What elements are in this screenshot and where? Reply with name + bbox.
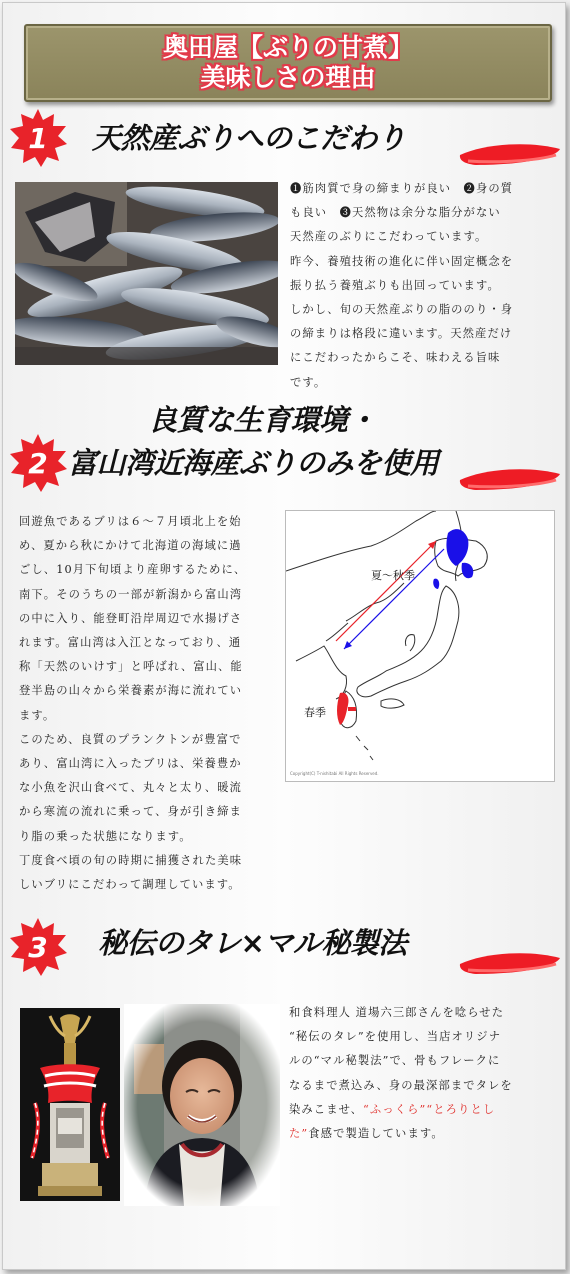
text-line: 登半島の山々から栄養素が海に流れてい bbox=[19, 684, 243, 698]
text-line: ごし、10月下旬頃より産卵するために、 bbox=[19, 563, 247, 577]
red-brush-stroke bbox=[456, 135, 562, 171]
section-1-text bbox=[290, 177, 555, 395]
text-line bbox=[289, 1122, 555, 1146]
section-3-title: 秘伝のタレ×マル秘製法 bbox=[98, 926, 407, 960]
trophy-photo bbox=[20, 1008, 120, 1201]
text-line: な小魚を沢山食べて、丸々と太り、暖流 bbox=[19, 781, 242, 795]
text-line: も良い ❸天然物は余分な脂分がない bbox=[290, 206, 501, 220]
text-line: しかし、旬の天然産ぶりの脂ののり・身 bbox=[290, 303, 514, 317]
section-2-text bbox=[19, 510, 287, 897]
text-line: あり、富山湾に入ったブリは、栄養豊か bbox=[19, 757, 242, 771]
text-line: 丁度食べ頃の旬の時期に捕獲された美味 bbox=[19, 853, 243, 867]
red-brush-stroke bbox=[456, 944, 562, 980]
section-2-badge bbox=[8, 433, 68, 493]
map-label-summer-autumn: 夏～秋季 bbox=[371, 569, 415, 582]
text-line: の締まりは格段に違います。天然産だけ bbox=[290, 327, 513, 341]
section-3-text bbox=[289, 1001, 555, 1146]
red-brush-stroke bbox=[456, 460, 562, 496]
section-3-number: 3 bbox=[28, 930, 48, 964]
highlighted-text: た” bbox=[289, 1127, 309, 1141]
text-line: め、夏から秋にかけて北海道の海域に過 bbox=[19, 539, 242, 553]
text-line: れます。富山湾は入江となっており、通 bbox=[19, 636, 242, 650]
text-line: です。 bbox=[290, 375, 327, 389]
text-line: このため、良質のプランクトンが豊富で bbox=[19, 732, 242, 746]
text-segment: 食感で製造しています。 bbox=[308, 1127, 444, 1141]
text-line: しいブリにこだわって調理しています。 bbox=[19, 878, 241, 892]
text-line: ます。 bbox=[19, 708, 56, 722]
section-1-badge bbox=[8, 108, 68, 168]
banner-title: 奥田屋【ぶりの甘煮】 bbox=[162, 33, 413, 62]
map-copyright: Copyright(C) T-nishitabi All Rights Reserved. bbox=[290, 771, 379, 776]
section-1-title: 天然産ぶりへのこだわり bbox=[92, 121, 406, 155]
migration-map bbox=[285, 510, 555, 782]
section-2-number: 2 bbox=[28, 446, 48, 480]
section-2-title-line2: 富山湾近海産ぶりのみを使用 bbox=[68, 446, 439, 480]
text-line: 称「天然のいけす」と呼ばれ、富山、能 bbox=[19, 660, 243, 674]
banner-subtitle: 美味しさの理由 bbox=[200, 63, 376, 92]
map-label-spring: 春季 bbox=[304, 706, 326, 719]
text-line: から寒流の流れに乗って、身が引き締ま bbox=[19, 805, 242, 819]
text-line: 和食料理人 道場六三郎さんを唸らせた bbox=[289, 1006, 505, 1019]
header-banner bbox=[24, 24, 552, 102]
text-line bbox=[289, 1098, 555, 1122]
text-line: にこだわったからこそ、味わえる旨味 bbox=[290, 351, 501, 365]
text-line: ルの“マル秘製法”で、骨もフレークに bbox=[289, 1054, 501, 1068]
text-line: 振り払う養殖ぶりも出回っています。 bbox=[290, 278, 500, 292]
fish-market-photo bbox=[15, 182, 278, 365]
text-line: ❶筋肉質で身の締まりが良い ❷身の質 bbox=[290, 182, 514, 195]
section-2-title-line1: 良質な生育環境・ bbox=[148, 403, 377, 437]
text-line: 昨今、養殖技術の進化に伴い固定概念を bbox=[290, 254, 514, 268]
text-line: 南下。そのうちの一部が新潟から富山湾 bbox=[19, 587, 243, 601]
text-line: 回遊魚であるブリは６～７月頃北上を始 bbox=[19, 515, 242, 528]
text-segment: 染みこませ、 bbox=[289, 1102, 364, 1116]
section-1-number: 1 bbox=[28, 121, 48, 155]
text-line: 天然産のぶりにこだわっています。 bbox=[290, 230, 488, 244]
highlighted-text: “ふっくら”“とろりとし bbox=[363, 1102, 496, 1116]
section-3-badge bbox=[8, 917, 68, 977]
chef-photo bbox=[124, 1004, 280, 1206]
text-line: り脂の乗った状態になります。 bbox=[19, 829, 192, 843]
text-line: なるまで煮込み、身の最深部までタレを bbox=[289, 1078, 513, 1092]
text-line: の中に入り、能登町沿岸周辺で水揚げさ bbox=[19, 611, 243, 625]
text-line: “秘伝のタレ”を使用し、当店オリジナ bbox=[289, 1030, 502, 1044]
